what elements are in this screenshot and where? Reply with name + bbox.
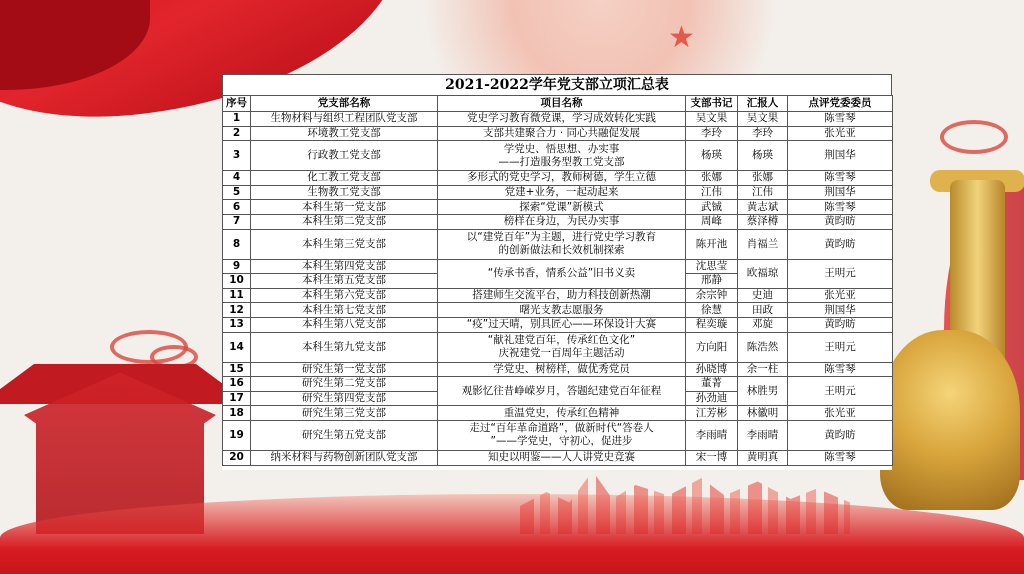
- cell-reporter: 李玲: [738, 126, 788, 141]
- cell-secretary: 程奕璇: [686, 317, 738, 332]
- table-row: [223, 112, 893, 127]
- cell-reviewer: 王明元: [788, 332, 893, 362]
- project-line: “献礼建党百年，传承红色文化”: [487, 334, 636, 347]
- cell-no: 20: [223, 450, 251, 465]
- cell-project: 观影忆往昔峥嵘岁月，答题纪建党百年征程: [438, 377, 686, 406]
- project-line: 走过“百年革命道路”，做新时代“答卷人: [469, 422, 654, 435]
- cell-no: 16: [223, 377, 251, 392]
- cell-branch: 本科生第九党支部: [251, 332, 438, 362]
- cell-no: 6: [223, 200, 251, 215]
- cell-no: 5: [223, 185, 251, 200]
- cell-reporter: 肖福兰: [738, 229, 788, 259]
- table-row: [223, 420, 893, 450]
- cell-no: 14: [223, 332, 251, 362]
- cell-no: 4: [223, 171, 251, 186]
- project-line: 的创新做法和长效机制探索: [498, 244, 625, 257]
- project-line: 学党史、悟思想、办实事: [503, 142, 620, 155]
- cell-no: 1: [223, 112, 251, 127]
- cell-project: 多形式的党史学习，教师树德，学生立德: [438, 171, 686, 186]
- table-row: [223, 229, 893, 259]
- cell-project: “疫”过天晴，别具匠心——环保设计大赛: [438, 317, 686, 332]
- cell-branch: 本科生第一党支部: [251, 200, 438, 215]
- cell-no: 9: [223, 259, 251, 274]
- red-ribbon: [0, 494, 1024, 574]
- cell-no: 17: [223, 391, 251, 406]
- project-line: 庆祝建党一百周年主题活动: [498, 347, 625, 360]
- cell-project: 探索“党课”新模式: [438, 200, 686, 215]
- cell-reviewer: 张光亚: [788, 126, 893, 141]
- header-branch: 党支部名称: [251, 96, 438, 112]
- cell-secretary: 张娜: [686, 171, 738, 186]
- cell-secretary: 徐慧: [686, 303, 738, 318]
- header-no: 序号: [223, 96, 251, 112]
- cell-reviewer: 黄昀昉: [788, 420, 893, 450]
- table-row: [223, 450, 893, 465]
- cell-branch: 环境教工党支部: [251, 126, 438, 141]
- cell-reporter: 黄志斌: [738, 200, 788, 215]
- cell-secretary: 杨瑛: [686, 141, 738, 171]
- cell-branch: 本科生第八党支部: [251, 317, 438, 332]
- cell-branch: 本科生第三党支部: [251, 229, 438, 259]
- cell-project: 搭建师生交流平台，助力科技创新热潮: [438, 288, 686, 303]
- cell-project: “传承书香，情系公益”旧书义卖: [438, 259, 686, 288]
- cell-no: 11: [223, 288, 251, 303]
- cell-secretary: 方向阳: [686, 332, 738, 362]
- cell-reporter: 陈浩然: [738, 332, 788, 362]
- table-row: [223, 141, 893, 171]
- header-reviewer: 点评党委委员: [788, 96, 893, 112]
- cell-reviewer: 黄昀昉: [788, 229, 893, 259]
- cell-reviewer: 王明元: [788, 377, 893, 406]
- cell-secretary: 陈开池: [686, 229, 738, 259]
- cell-reviewer: 王明元: [788, 259, 893, 288]
- cell-branch: 本科生第六党支部: [251, 288, 438, 303]
- cell-no: 15: [223, 362, 251, 377]
- cell-no: 13: [223, 317, 251, 332]
- cell-no: 18: [223, 406, 251, 421]
- cell-secretary: 孙劲迪: [686, 391, 738, 406]
- cell-reporter: 杨瑛: [738, 141, 788, 171]
- table-row: [223, 362, 893, 377]
- header-secretary: 支部书记: [686, 96, 738, 112]
- project-line: ”——学党史，守初心，促进步: [490, 435, 633, 448]
- cell-reviewer: 陈雪琴: [788, 450, 893, 465]
- cell-branch: 纳米材料与药物创新团队党支部: [251, 450, 438, 465]
- cell-branch: 研究生第二党支部: [251, 377, 438, 392]
- table-row: [223, 406, 893, 421]
- table-row: [223, 185, 893, 200]
- cell-project: 党史学习教育微党课，学习成效转化实践: [438, 112, 686, 127]
- cell-secretary: 董菁: [686, 377, 738, 392]
- cell-reporter: 张娜: [738, 171, 788, 186]
- table-row: [223, 288, 893, 303]
- cell-reviewer: 荆国华: [788, 185, 893, 200]
- cell-secretary: 余宗钟: [686, 288, 738, 303]
- stone-lion: [880, 330, 1020, 510]
- cell-branch: 生物教工党支部: [251, 185, 438, 200]
- cell-reporter: 余一柱: [738, 362, 788, 377]
- cell-reporter: 江伟: [738, 185, 788, 200]
- cell-no: 2: [223, 126, 251, 141]
- cloud-ornament: [940, 120, 1008, 154]
- cell-project: 曙光支教志愿服务: [438, 303, 686, 318]
- table-row: [223, 214, 893, 229]
- cell-reporter: 史迪: [738, 288, 788, 303]
- cell-project: [438, 229, 686, 259]
- cell-project: 学党史、树榜样，做优秀党员: [438, 362, 686, 377]
- cell-secretary: 宋一博: [686, 450, 738, 465]
- table-row: [223, 171, 893, 186]
- cell-reporter: 黄明真: [738, 450, 788, 465]
- cell-reviewer: 陈雪琴: [788, 200, 893, 215]
- cell-reviewer: 陈雪琴: [788, 171, 893, 186]
- cell-project: 党建+业务，一起动起来: [438, 185, 686, 200]
- cell-project: 重温党史，传承红色精神: [438, 406, 686, 421]
- cell-reporter: 吴文果: [738, 112, 788, 127]
- cell-branch: 化工教工党支部: [251, 171, 438, 186]
- table-row: [223, 126, 893, 141]
- cell-secretary: 孙晓博: [686, 362, 738, 377]
- cell-reviewer: 陈雪琴: [788, 362, 893, 377]
- cell-project: [438, 141, 686, 171]
- cell-secretary: 吴文果: [686, 112, 738, 127]
- table-row: [223, 259, 893, 274]
- header-row: [223, 96, 893, 112]
- cell-project: 榜样在身边，为民办实事: [438, 214, 686, 229]
- cell-reporter: 蔡泽樽: [738, 214, 788, 229]
- cell-project: [438, 332, 686, 362]
- cell-branch: 本科生第七党支部: [251, 303, 438, 318]
- cell-project: 支部共建聚合力 · 同心共融促发展: [438, 126, 686, 141]
- star-icon: ★: [668, 20, 695, 55]
- cell-reviewer: 黄昀昉: [788, 214, 893, 229]
- cell-no: 8: [223, 229, 251, 259]
- cell-branch: 本科生第五党支部: [251, 274, 438, 289]
- cell-reviewer: 荆国华: [788, 141, 893, 171]
- table-row: [223, 377, 893, 392]
- cell-branch: 研究生第五党支部: [251, 420, 438, 450]
- cell-secretary: 江伟: [686, 185, 738, 200]
- table-row: [223, 303, 893, 318]
- cell-secretary: 周峰: [686, 214, 738, 229]
- cell-secretary: 沈思莹: [686, 259, 738, 274]
- project-line: 以“建党百年”为主题，进行党史学习教育: [466, 231, 657, 244]
- table-row: [223, 317, 893, 332]
- cell-secretary: 武铖: [686, 200, 738, 215]
- cell-reviewer: 张光亚: [788, 406, 893, 421]
- cell-reporter: 李雨晴: [738, 420, 788, 450]
- cell-branch: 行政教工党支部: [251, 141, 438, 171]
- cell-reviewer: 张光亚: [788, 288, 893, 303]
- table-title: 2021-2022学年党支部立项汇总表: [222, 74, 892, 95]
- cell-no: 12: [223, 303, 251, 318]
- cell-branch: 本科生第四党支部: [251, 259, 438, 274]
- cell-no: 7: [223, 214, 251, 229]
- cell-branch: 研究生第一党支部: [251, 362, 438, 377]
- cell-branch: 本科生第二党支部: [251, 214, 438, 229]
- cell-no: 10: [223, 274, 251, 289]
- cell-secretary: 邢静: [686, 274, 738, 289]
- cell-secretary: 李雨晴: [686, 420, 738, 450]
- cell-reporter: 欧福琼: [738, 259, 788, 288]
- cell-project: [438, 420, 686, 450]
- cell-reviewer: 黄昀昉: [788, 317, 893, 332]
- cell-secretary: 李玲: [686, 126, 738, 141]
- cell-reporter: 林徽明: [738, 406, 788, 421]
- header-project: 项目名称: [438, 96, 686, 112]
- summary-sheet: [222, 74, 892, 470]
- cell-project: 知史以明鉴——人人讲党史竞赛: [438, 450, 686, 465]
- cell-branch: 研究生第三党支部: [251, 406, 438, 421]
- cell-secretary: 江芳彬: [686, 406, 738, 421]
- cell-branch: 研究生第四党支部: [251, 391, 438, 406]
- cell-reviewer: 荆国华: [788, 303, 893, 318]
- cell-branch: 生物材料与组织工程团队党支部: [251, 112, 438, 127]
- project-line: ——打造服务型教工党支部: [498, 155, 625, 168]
- cell-no: 3: [223, 141, 251, 171]
- cell-reviewer: 陈雪琴: [788, 112, 893, 127]
- summary-table: [222, 95, 893, 466]
- cell-reporter: 林胜男: [738, 377, 788, 406]
- cell-reporter: 田政: [738, 303, 788, 318]
- header-reporter: 汇报人: [738, 96, 788, 112]
- table-row: [223, 200, 893, 215]
- cell-reporter: 邓旋: [738, 317, 788, 332]
- cell-no: 19: [223, 420, 251, 450]
- table-row: [223, 332, 893, 362]
